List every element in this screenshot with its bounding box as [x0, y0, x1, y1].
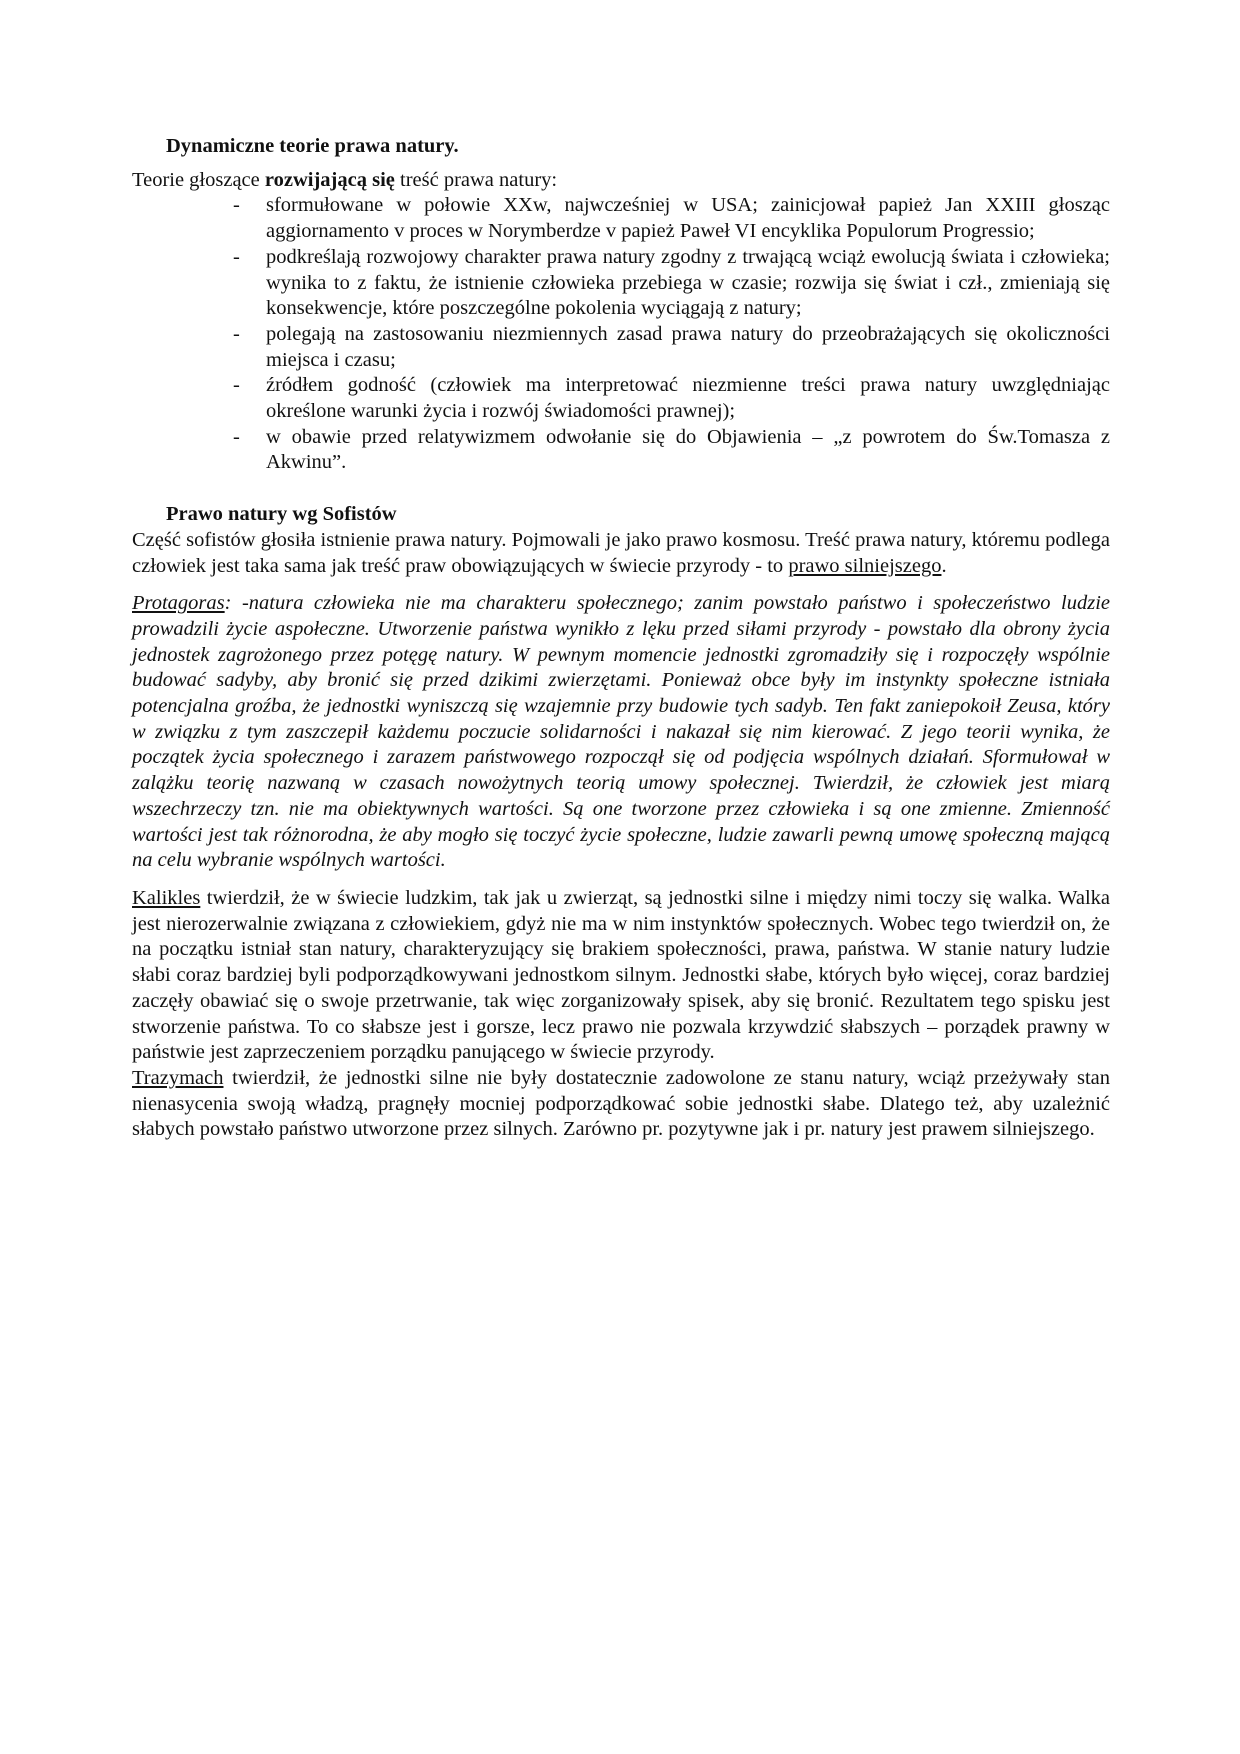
list-item: - sformułowane w połowie XXw, najwcześniej w USA; zainicjował papież Jan XXIII głosząc aggiornamento v proces w Norymberdze v papież Paweł VI encyklika Populorum Progressio;: [266, 193, 1110, 244]
section-heading-sophists: Prawo natury wg Sofistów: [166, 503, 397, 526]
underlined-term: prawo silniejszego: [788, 554, 942, 577]
document-page: [132, 134, 1110, 1143]
sophists-intro-text: Część sofistów głosiła istnienie prawa natury. Pojmowali je jako prawo kosmosu. Treść prawa natury, któremu podlega człowiek jest taka sama jak treść praw obowiązujących w świecie przyrody - to: [132, 528, 1110, 577]
sophists-intro-end: .: [941, 554, 947, 577]
intro-text: Teorie głoszące: [132, 168, 265, 191]
section-heading-dynamic-theories: Dynamiczne teorie prawa natury.: [166, 135, 459, 157]
trazymach-text: twierdził, że jednostki silne nie były dostatecznie zadowolone ze stanu natury, wciąż przeżywały stan nienasycenia swoją władzą, pragnęły mocniej podporządkować sobie jednostki słabe. Dlatego też, aby uzależnić słabych powstało państwo utworzone przez silnych. Zarówno pr. pozytywne jak i pr. natury jest prawem silniejszego.: [132, 1066, 1110, 1141]
dash-list: [132, 193, 1110, 476]
list-item: - polegają na zastosowaniu niezmiennych zasad prawa natury do przeobrażających się okoliczności miejsca i czasu;: [266, 322, 1110, 373]
protagoras-paragraph: [132, 591, 1110, 874]
trazymach-name: Trazymach: [132, 1066, 224, 1089]
kalikles-paragraph: [132, 886, 1110, 1066]
list-item: - źródłem godność (człowiek ma interpretować niezmienne treści prawa natury uwzględniając określone warunki życia i rozwój świadomości prawnej);: [266, 373, 1110, 424]
kalikles-text: twierdził, że w świecie ludzkim, tak jak u zwierząt, są jednostki silne i między nimi toczy się walka. Walka jest nierozerwalnie związana z człowiekiem, gdyż nie ma w nim instynktów społecznych. Wobec tego twierdził on, że na początku istniał stan natury, charakteryzujący się brakiem społeczności, prawa, państwa. W stanie natury ludzie słabi coraz bardziej byli podporządkowywani jednostkom silnym. Jednostki słabe, których było więcej, coraz bardziej zaczęły obawiać się o swoje przetrwanie, tak więc zorganizowały spisek, aby się bronić. Rezultatem tego spisku jest stworzenie państwa. To co słabsze jest i gorsze, lecz prawo nie pozwala krzywdzić słabszych – porządek prawny w państwie jest zaprzeczeniem porządku panującego w świecie przyrody.: [132, 886, 1110, 1064]
spacer: [132, 874, 1110, 886]
kalikles-name: Kalikles: [132, 886, 201, 909]
protagoras-name: Protagoras: [132, 592, 225, 615]
protagoras-text: : -natura człowieka nie ma charakteru społecznego; zanim powstało państwo i społeczeństwo ludzie prowadzili życie aspołeczne. Utworzenie państwa wynikło z lęku przed siłami przyrody - powstało dla obrony życia jednostek zagrożonego przez potęgę natury. W pewnym momencie jednostki zgromadziły się i rozpoczęły wspólnie budować sadyby, aby bronić się przed dzikimi zwierzętami. Ponieważ obce były im instynkty społeczne istniała potencjalna groźba, że jednostki wyniszczą się wzajemnie przy budowie tych sadyb. Ten fakt zaniepokoił Zeusa, który w związku z tym zaszczepił każdemu poczucie solidarności i nakazał się nim kierować. Z jego teorii wynika, że początek życia społecznego i zarazem państwowego rozpoczął się od podjęcia wspólnych działań. Sformułował w zalążku teorię nazwaną w czasach nowożytnych teorią umowy społecznej. Twierdził, że człowiek jest miarą wszechrzeczy tzn. nie ma obiektywnych wartości. Są one tworzone przez człowieka i są one zmienne. Zmienność wartości jest tak różnorodna, że aby mogło się toczyć życie społeczne, ludzie zawarli pewną umowę społeczną mającą na celu wybranie wspólnych wartości.: [132, 592, 1110, 872]
trazymach-paragraph: [132, 1066, 1110, 1143]
intro-paragraph: [132, 168, 1110, 194]
intro-bold-text: rozwijającą się: [264, 168, 395, 191]
list-item: - w obawie przed relatywizmem odwołanie się do Objawienia – „z powrotem do Św.Tomasza z Akwinu”.: [266, 425, 1110, 476]
intro-text-end: treść prawa natury:: [394, 168, 558, 191]
spacer: [132, 476, 1110, 502]
spacer: [132, 579, 1110, 591]
list-item: - podkreślają rozwojowy charakter prawa natury zgodny z trwającą wciąż ewolucją świata i człowieka; wynika to z faktu, że istnienie człowieka przebiega w czasie; rozwija się świat i czł., zmieniają się konsekwencje, które poszczególne pokolenia wyciągają z natury;: [266, 245, 1110, 322]
sophists-intro-paragraph: [132, 528, 1110, 579]
